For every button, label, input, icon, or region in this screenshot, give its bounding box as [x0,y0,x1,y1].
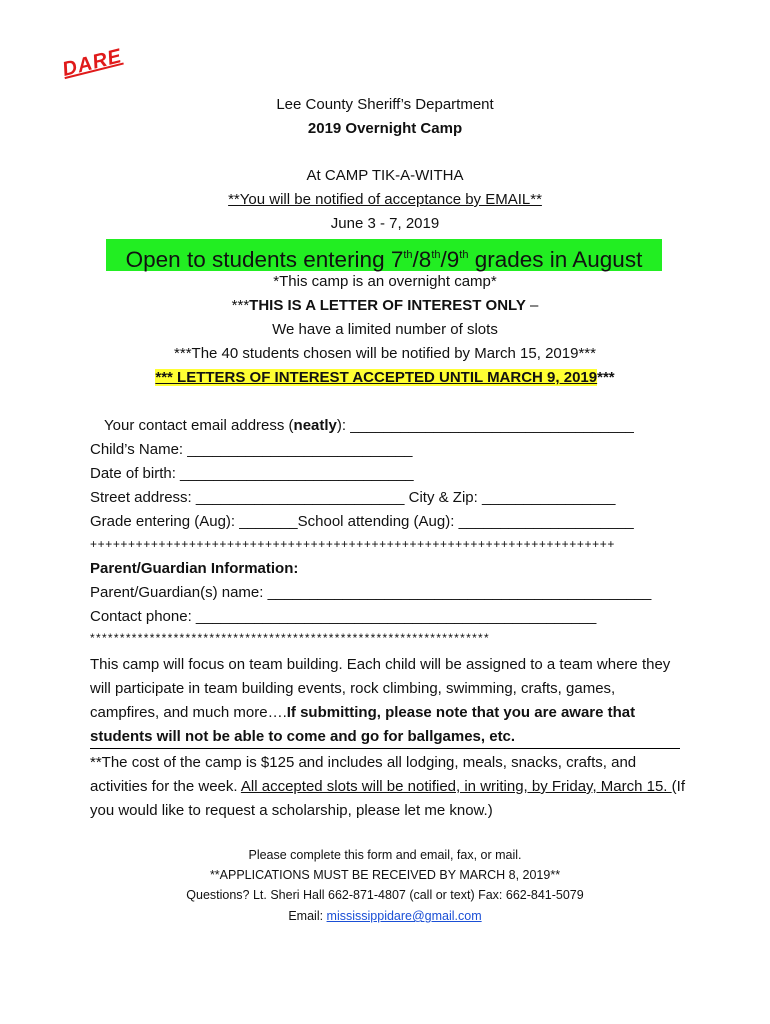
date-of-birth-field[interactable]: Date of birth: ____________________________ [90,465,414,482]
headline-text: grades in August [468,247,643,272]
overnight-note: *This camp is an overnight camp* [273,273,497,290]
street-address-field[interactable]: Street address: _________________________ City & Zip: ________________ [90,489,616,506]
guardian-heading: Parent/Guardian Information: [90,560,299,577]
contact-phone-field[interactable]: Contact phone: ________________________________________________ [90,608,597,625]
headline-sup: th [431,249,441,261]
email-link[interactable]: mississippidare@gmail.com [326,909,482,923]
dare-logo: DARE [60,45,125,82]
camp-location: At CAMP TIK-A-WITHA [306,167,464,184]
cost-description [90,751,686,823]
email-blank: ): __________________________________ [336,417,634,434]
headline-text: /8 [412,247,432,272]
divider-line [90,748,680,749]
email-field[interactable] [104,417,634,434]
eligibility-headline [106,239,662,271]
footer-deadline: **APPLICATIONS MUST BE RECEIVED BY MARCH 8, 2019** [209,868,561,882]
cost-tail: (If you would like to request a scholarship, please let me know.) [90,778,685,819]
department-name: Lee County Sheriff’s Department [276,96,494,113]
headline-text: /9 [440,247,460,272]
limited-slots-note: We have a limited number of slots [272,321,498,338]
footer-email [0,909,770,923]
headline-sup: th [459,249,469,261]
child-name-field[interactable]: Child’s Name: ___________________________ [90,441,413,458]
deadline-tail: *** [597,369,615,386]
notification-note: **You will be notified of acceptance by EMAIL** [228,191,542,208]
footer-questions: Questions? Lt. Sheri Hall 662-871-4807 (call or text) Fax: 662-841-5079 [186,888,584,902]
plus-divider: +++++++++++++++++++++++++++++++++++++++++++++++++++++++++++++++++++++ [90,537,615,551]
deadline-note [0,369,770,386]
cost-text: **The cost of the camp is $125 and includes all lodging, meals, snacks, crafts, and activities for the week. [90,754,637,795]
guardian-name-field[interactable]: Parent/Guardian(s) name: ______________________________________________ [90,584,652,601]
cost-underline: All accepted slots will be notified, in writing, by Friday, March 15. [240,778,672,795]
headline-text: Open to students entering 7 [125,247,404,272]
description-text: This camp will focus on team building. Each child will be assigned to a team where they will participate in team building events, rock climbing, swimming, crafts, games, campfires, and much more…. [90,656,671,721]
deadline-highlight: *** LETTERS OF INTEREST ACCEPTED UNTIL MARCH 9, 2019 [155,369,598,386]
letter-suffix: – [525,297,539,314]
letter-of-interest-note [0,297,770,314]
star-divider: ******************************************************************* [90,631,490,645]
email-bold: neatly [293,417,337,434]
selection-note: ***The 40 students chosen will be notified by March 15, 2019*** [174,345,596,362]
headline-sup: th [403,249,413,261]
footer-instructions: Please complete this form and email, fax, or mail. [248,848,522,862]
camp-description [90,653,686,749]
email-label: Your contact email address ( [104,417,294,434]
camp-dates: June 3 - 7, 2019 [330,215,440,232]
email-label: Email: [288,909,327,923]
letter-prefix: *** [231,297,250,314]
letter-bold: THIS IS A LETTER OF INTEREST ONLY [249,297,526,314]
camp-title: 2019 Overnight Camp [307,120,463,137]
grade-school-field[interactable]: Grade entering (Aug): _______School attending (Aug): _____________________ [90,513,634,530]
description-bold: If submitting, please note that you are aware that students will not be able to come and go for ballgames, etc. [90,704,636,745]
